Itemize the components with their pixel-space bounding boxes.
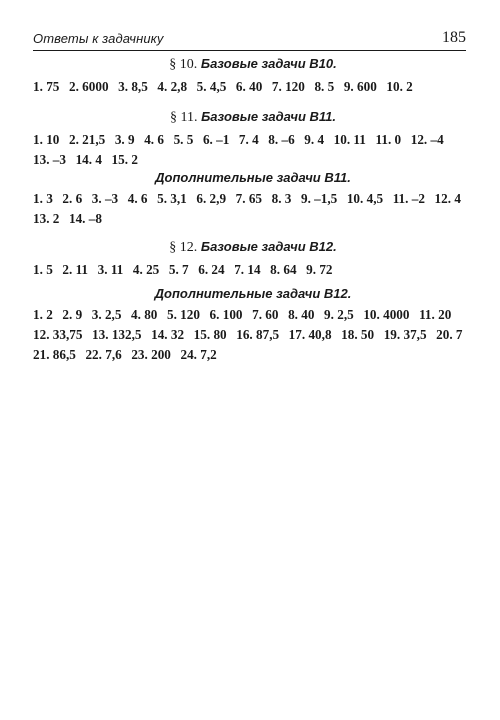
section-sign: § 10. [169, 57, 198, 72]
answer-item: 23. 200 [131, 347, 171, 362]
answer-item: 8. 40 [288, 307, 315, 322]
answer-item: 4. 6 [127, 191, 148, 206]
section-sign: § 11. [169, 110, 198, 125]
answer-item: 6. 24 [198, 262, 225, 277]
answer-item: 3. –3 [91, 191, 119, 206]
answer-item: 13. 2 [33, 211, 60, 226]
running-title: Ответы к задачнику [33, 31, 164, 46]
section-title: Базовые задачи B10. [200, 56, 337, 71]
answer-item: 1. 3 [33, 191, 53, 206]
answer-item: 15. 2 [111, 152, 138, 167]
answer-item: 13. –3 [33, 152, 66, 167]
answer-item: 4. 6 [144, 132, 164, 147]
answer-item: 2. 6000 [68, 79, 109, 94]
answer-item: 14. 4 [75, 152, 102, 167]
answer-item: 7. 120 [271, 79, 305, 94]
answer-item: 18. 50 [341, 327, 375, 342]
answer-item: 8. –6 [268, 132, 295, 147]
answer-list [33, 305, 473, 365]
answer-item: 4. 80 [131, 307, 158, 322]
answer-item: 3. 11 [97, 262, 124, 277]
answer-item: 6. 2,9 [196, 191, 227, 206]
answer-list [33, 77, 473, 97]
answer-item: 6. 100 [209, 307, 243, 322]
section-heading-11 [33, 109, 473, 126]
answer-item: 12. 33,75 [33, 327, 83, 342]
answer-item: 1. 75 [33, 79, 60, 94]
answer-item: 22. 7,6 [85, 347, 122, 362]
answer-item: 3. 8,5 [118, 79, 148, 94]
answer-item: 1. 10 [33, 132, 60, 147]
answer-item: 1. 5 [33, 262, 53, 277]
answer-item: 19. 37,5 [383, 327, 427, 342]
answer-item: 14. 32 [151, 327, 185, 342]
answer-item: 12. –4 [410, 132, 444, 147]
answer-item: 7. 60 [252, 307, 279, 322]
section-heading-12-extra [33, 286, 473, 302]
answer-item: 24. 7,2 [180, 347, 217, 362]
answers-content [33, 50, 473, 365]
answer-item: 9. 600 [343, 79, 377, 94]
answer-item: 5. 5 [173, 132, 194, 147]
answer-item: 9. 4 [304, 132, 325, 147]
answer-item: 2. 9 [62, 307, 83, 322]
section-title: Базовые задачи B12. [200, 239, 337, 254]
answer-item: 14. –8 [68, 211, 102, 226]
answer-item: 3. 2,5 [91, 307, 122, 322]
answer-item: 5. 7 [168, 262, 189, 277]
answer-item: 3. 9 [114, 132, 135, 147]
answer-item: 7. 65 [235, 191, 262, 206]
answer-item: 5. 120 [166, 307, 200, 322]
section-title: Базовые задачи B11. [201, 109, 336, 124]
answer-item: 21. 86,5 [33, 347, 76, 362]
answer-item: 2. 6 [62, 191, 83, 206]
answer-item: 9. –1,5 [300, 191, 338, 206]
section-title: Дополнительные задачи B12. [154, 286, 352, 301]
answer-item: 6. –1 [202, 132, 230, 147]
answer-item: 9. 2,5 [324, 307, 354, 322]
answer-list [33, 189, 473, 229]
answer-item: 10. 4,5 [346, 191, 384, 206]
section-heading-10 [33, 56, 473, 73]
answer-item: 8. 5 [314, 79, 335, 94]
answer-item: 4. 25 [132, 262, 160, 277]
page-number: 185 [442, 29, 466, 46]
answer-item: 10. 2 [386, 79, 413, 94]
answer-item: 15. 80 [193, 327, 227, 342]
section-title: Дополнительные задачи B11. [155, 170, 351, 185]
answer-item: 17. 40,8 [288, 327, 332, 342]
answer-item: 16. 87,5 [236, 327, 280, 342]
answer-item: 12. 4 [434, 191, 461, 206]
section-heading-11-extra [33, 170, 473, 186]
answer-item: 11. –2 [392, 191, 425, 206]
answer-item: 1. 2 [33, 307, 53, 322]
answer-item: 7. 14 [234, 262, 261, 277]
answer-item: 20. 7 [436, 327, 463, 342]
answer-item: 2. 11 [62, 262, 89, 277]
answer-item: 7. 4 [238, 132, 259, 147]
answer-item: 13. 132,5 [92, 327, 142, 342]
running-header [33, 30, 466, 51]
answer-item: 9. 72 [306, 262, 333, 277]
answer-item: 6. 40 [235, 79, 263, 94]
answer-item: 5. 3,1 [157, 191, 187, 206]
section-heading-12 [33, 239, 473, 256]
answer-item: 4. 2,8 [157, 79, 188, 94]
answer-list [33, 130, 473, 170]
answer-item: 8. 3 [271, 191, 292, 206]
answer-item: 2. 21,5 [68, 132, 106, 147]
answer-list [33, 260, 473, 280]
section-sign: § 12. [169, 240, 198, 255]
answer-item: 11. 0 [375, 132, 402, 147]
answer-item: 5. 4,5 [196, 79, 227, 94]
answer-item: 10. 11 [333, 132, 366, 147]
answer-item: 10. 4000 [363, 307, 410, 322]
answer-item: 11. 20 [419, 307, 452, 322]
answer-item: 8. 64 [270, 262, 297, 277]
